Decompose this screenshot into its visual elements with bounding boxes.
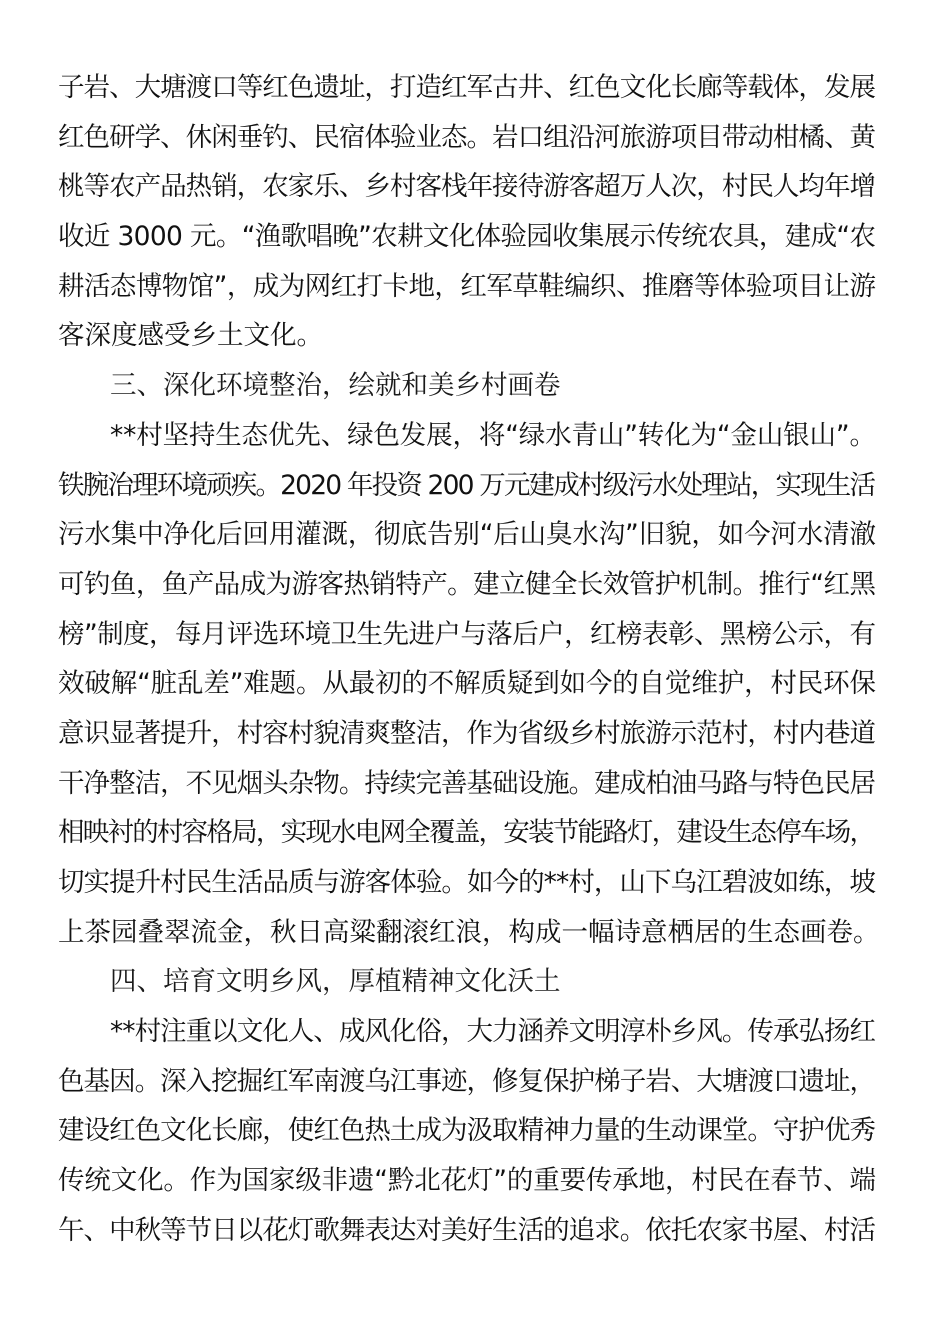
body-line: 桃等农产品热销，农家乐、乡村客栈年接待游客超万人次，村民人均年增 [58,171,876,203]
body-line: 客深度感受乡土文化。 [58,320,323,352]
body-line: 上茶园叠翠流金，秋日高粱翻滚红浪，构成一幅诗意栖居的生态画卷。 [58,916,880,948]
body-line: 午、中秋等节日以花灯歌舞表达对美好生活的追求。依托农家书屋、村活 [58,1214,876,1246]
body-line: 榜”制度，每月评选环境卫生先进户与落后户，红榜表彰、黑榜公示，有 [58,618,876,650]
body-line: 可钓鱼，鱼产品成为游客热销特产。建立健全长效管护机制。推行“红黑 [58,568,876,600]
body-line: 铁腕治理环境顽疾。2020 年投资 200 万元建成村级污水处理站，实现生活 [58,469,875,501]
body-line: 子岩、大塘渡口等红色遗址，打造红军古井、红色文化长廊等载体，发展 [58,72,876,103]
paragraph-start-line: **村坚持生态优先、绿色发展，将“绿水青山”转化为“金山银山”。 [110,419,876,451]
section-heading-3: 三、深化环境整治，绘就和美乡村画卷 [110,370,561,402]
body-line: 污水集中净化后回用灌溉，彻底告别“后山臭水沟”旧貌，如今河水清澈 [58,519,876,551]
body-line: 耕活态博物馆”，成为网红打卡地，红军草鞋编织、推磨等体验项目让游 [58,270,876,302]
body-line: 效破解“脏乱差”难题。从最初的不解质疑到如今的自觉维护，村民环保 [58,668,876,700]
paragraph-start-line: **村注重以文化人、成风化俗，大力涵养文明淳朴乡风。传承弘扬红 [110,1016,876,1048]
document-page [58,63,880,1256]
body-line: 传统文化。作为国家级非遗“黔北花灯”的重要传承地，村民在春节、端 [58,1165,876,1197]
section-heading-4: 四、培育文明乡风，厚植精神文化沃土 [110,966,561,998]
body-line: 意识显著提升，村容村貌清爽整洁，作为省级乡村旅游示范村，村内巷道 [58,717,876,749]
body-line: 色基因。深入挖掘红军南渡乌江事迹，修复保护梯子岩、大塘渡口遗址， [58,1065,876,1097]
body-line: 收近 3000 元。“渔歌唱晚”农耕文化体验园收集展示传统农具，建成“农 [58,221,876,253]
body-line: 切实提升村民生活品质与游客体验。如今的**村，山下乌江碧波如练，坡 [58,867,876,898]
body-line: 相映衬的村容格局，实现水电网全覆盖，安装节能路灯，建设生态停车场， [58,817,875,849]
body-line: 建设红色文化长廊，使红色热土成为汲取精神力量的生动课堂。守护优秀 [58,1115,876,1147]
body-line: 干净整洁，不见烟头杂物。持续完善基础设施。建成柏油马路与特色民居 [58,767,876,799]
body-line: 红色研学、休闲垂钓、民宿体验业态。岩口组沿河旅游项目带动柑橘、黄 [58,121,876,153]
